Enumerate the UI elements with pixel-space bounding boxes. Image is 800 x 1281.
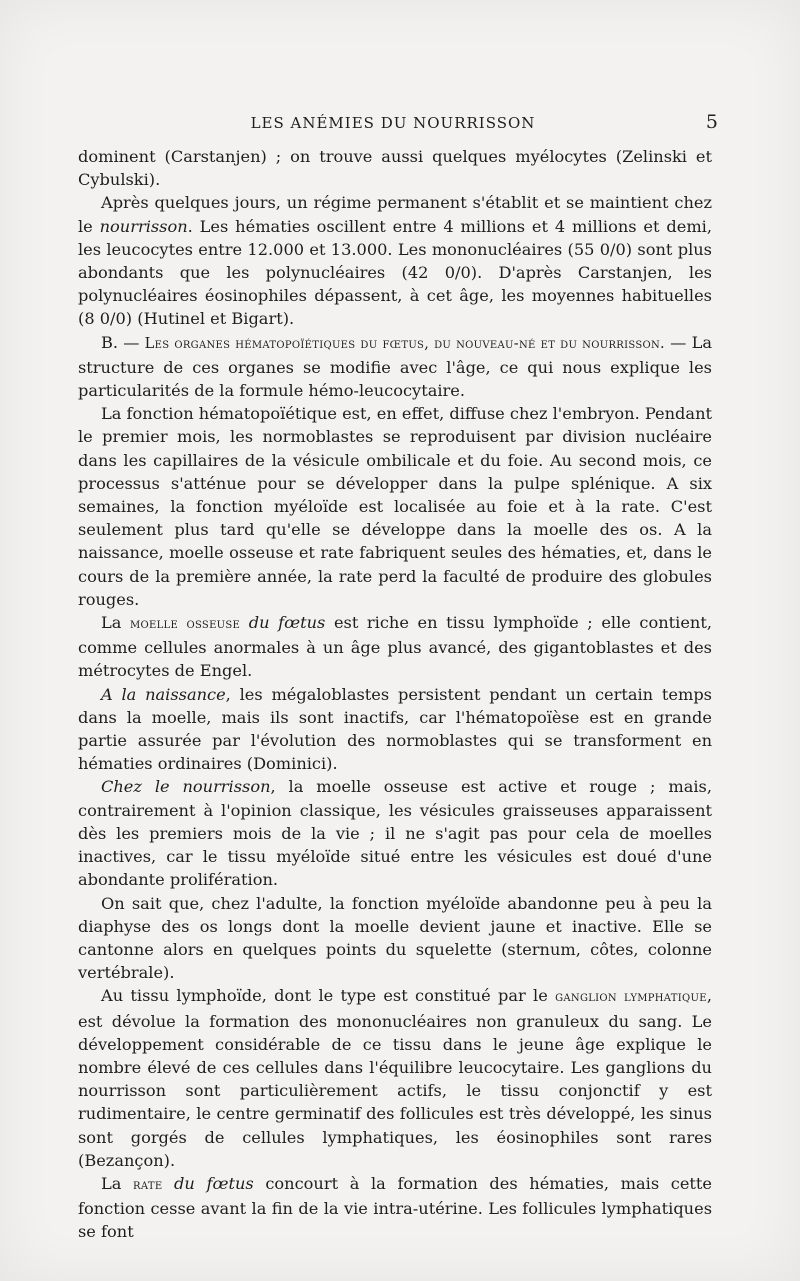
paragraph-2: Après quelques jours, un régime permanent s'établit et se maintient chez le nourrisson. Les hématies oscillent entre 4 millions et 4 millions et demi, les leucocytes entre 12.000 et 13.000. Les mononucléaires (55 0/0) sont plus abondants que les polynucléaires (42 0/0). D'après Carstanjen, les polynucléaires éosinophiles dépassent, à cet âge, les moyennes habituelles (8 0/0) (Hutinel et Bigart). [78,193,712,329]
paragraph-1: dominent (Carstanjen) ; on trouve aussi quelques myélocytes (Zelinski et Cybulski). [78,147,712,190]
paragraph-10: La rate du fœtus concourt à la formation des hématies, mais cette fonction cesse avant la fin de la vie intra-utérine. Les follicules lymphatiques se font [78,1173,712,1242]
paragraph-6: A la naissance, les mégaloblastes persistent pendant un certain temps dans la moelle, mais ils sont inactifs, car l'hématopoïèse est en grande partie assurée par l'évolution des normoblastes qui se transforment en hématies ordinaires (Dominici). [78,684,712,774]
body-text [78,145,712,1244]
paragraph-5: La moelle osseuse du fœtus est riche en tissu lymphoïde ; elle contient, comme cellules anormales à un âge plus avancé, des gigantoblastes et des métrocytes de Engel. [78,613,712,681]
section-heading: Les organes hématopoïétiques du fœtus, du nouveau-né et du nourrisson. [144,335,665,352]
paragraph-7: Chez le nourrisson, la moelle osseuse est active et rouge ; mais, contrairement à l'opinion classique, les vésicules graisseuses apparaissent dès les premiers mois de la vie ; il ne s'agit pas pour cela de moelles inactives, car le tissu myéloïde situé entre les vésicules est doué d'une abondante prolifération. [78,777,712,890]
section-heading-paragraph: B. — Les organes hématopoïétiques du fœtus, du nouveau-né et du nourrisson. — La structure de ces organes se modifie avec l'âge, ce qui nous explique les particularités de la formule hémo-leucocytaire. [78,332,712,401]
page-header [78,111,718,142]
paragraph-8: On sait que, chez l'adulte, la fonction myéloïde abandonne peu à peu la diaphyse des os longs dont la moelle devient jaune et inactive. Elle se cantonne alors en quelques points du squelette (sternum, côtes, colonne vertébrale). [78,893,712,983]
paragraph-9: Au tissu lymphoïde, dont le type est constitué par le ganglion lymphatique, est dévolue la formation des mononucléaires non granuleux du sang. Le développement considérable de ce tissu dans le jeune âge explique le nombre élevé de ces cellules dans l'équilibre leucocytaire. Les ganglions du nourrisson sont particulièrement actifs, le tissu conjonctif y est rudimentaire, le centre germinatif des follicules est très développé, les sinus sont gorgés de cellules lymphatiques, les éosinophiles sont rares (Bezançon). [78,986,712,1170]
running-title: LES ANÉMIES DU NOURRISSON [250,114,536,132]
page-number: 5 [705,111,718,133]
paragraph-4: La fonction hématopoïétique est, en effet, diffuse chez l'embryon. Pendant le premier mois, les normoblastes se reproduisent par division nucléaire dans les capillaires de la vésicule ombilicale et du foie. Au second mois, ce processus s'atténue pour se développer dans la pulpe splénique. A six semaines, la fonction myéloïde est localisée au foie et à la rate. C'est seulement plus tard qu'elle se développe dans la moelle des os. A la naissance, moelle osseuse et rate fabriquent seules des hématies, et, dans le cours de la première année, la rate perd la faculté de produire des globules rouges. [78,404,712,609]
